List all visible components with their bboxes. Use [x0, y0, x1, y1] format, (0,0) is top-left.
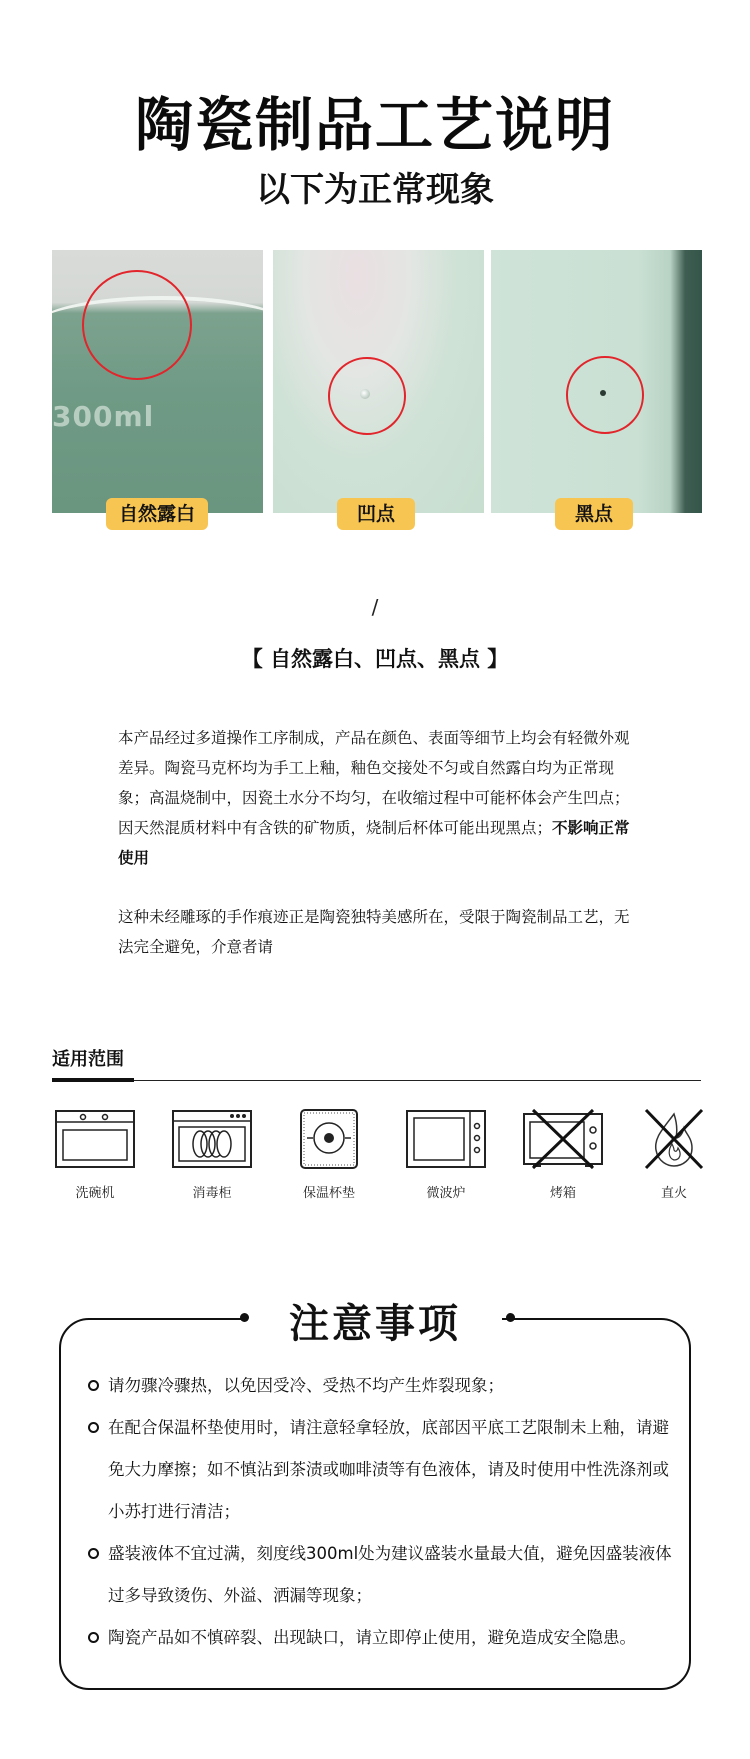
scope-title: 适用范围 [52, 1049, 124, 1070]
description-paragraph-2: 这种未经雕琢的手作痕迹正是陶瓷独特美感所在，受限于陶瓷制品工艺，无法完全避免，介意者请 [118, 908, 630, 956]
scope-item-label: 微波炉 [426, 1186, 466, 1201]
page-title: 陶瓷制品工艺说明 [134, 91, 615, 159]
microwave-icon [404, 1108, 488, 1170]
tag-dimple: 凹点 [337, 498, 415, 530]
note-item: 盛装液体不宜过满，刻度线300ml处为建议盛装水量最大值，避免因盛装液体过多导致烫伤、外溢、洒漏等现象； [88, 1533, 678, 1617]
section-heading: 【 自然露白、凹点、黑点 】 [241, 647, 509, 671]
note-item: 陶瓷产品如不慎碎裂、出现缺口，请立即停止使用，避免造成安全隐患。 [88, 1617, 678, 1659]
scope-item-label: 烤箱 [549, 1186, 576, 1201]
scope-item-dishwasher [50, 1108, 140, 1201]
notes-title: 注意事项 [289, 1301, 461, 1347]
scope-item-microwave [401, 1108, 491, 1201]
dishwasher-icon [53, 1108, 137, 1170]
description-bold-text: 不影响正常使用 [118, 819, 630, 867]
open-flame-icon [632, 1108, 716, 1170]
scope-item-sterilizer [167, 1108, 257, 1201]
scope-item-label: 直火 [660, 1186, 687, 1201]
capacity-emboss: 300ml [52, 400, 155, 433]
divider-slash: / [371, 595, 379, 619]
scope-divider [52, 1080, 701, 1081]
photo-black-dot [491, 250, 702, 513]
notes-list [88, 1365, 678, 1659]
scope-item-label: 消毒柜 [192, 1186, 232, 1201]
tag-black-dot: 黑点 [555, 498, 633, 530]
scope-item-open-flame [629, 1108, 719, 1201]
scope-item-label: 保温杯垫 [302, 1186, 355, 1201]
note-item: 在配合保温杯垫使用时，请注意轻拿轻放，底部因平底工艺限制未上釉，请避免大力摩擦；如不慎沾到茶渍或咖啡渍等有色液体，请及时使用中性洗涤剂或小苏打进行清洁； [88, 1407, 678, 1533]
scope-item-label: 洗碗机 [75, 1186, 115, 1201]
dimple-mark [360, 389, 370, 399]
highlight-circle [82, 270, 192, 380]
black-dot-mark [600, 390, 606, 396]
oven-icon [521, 1108, 605, 1170]
photo-dimple [273, 250, 484, 513]
sterilizer-cabinet-icon [170, 1108, 254, 1170]
description-paragraph-1 [118, 723, 638, 873]
scope-item-oven [518, 1108, 608, 1201]
photo-natural-white [52, 250, 263, 513]
note-item: 请勿骤冷骤热，以免因受冷、受热不均产生炸裂现象； [88, 1365, 678, 1407]
page-subtitle: 以下为正常现象 [256, 170, 494, 210]
warming-coaster-icon [287, 1108, 371, 1170]
description-text: 本产品经过多道操作工序制成，产品在颜色、表面等细节上均会有轻微外观差异。陶瓷马克杯均为手工上釉，釉色交接处不匀或自然露白均为正常现象；高温烧制中，因瓷土水分不均匀，在收缩过程中可能杯体会产生凹点；因天然混质材料中有含铁的矿物质，烧制后杯体可能出现黑点； [118, 729, 630, 837]
tag-natural-white: 自然露白 [106, 498, 208, 530]
scope-divider-accent [52, 1078, 134, 1082]
scope-item-warming-coaster [284, 1108, 374, 1201]
